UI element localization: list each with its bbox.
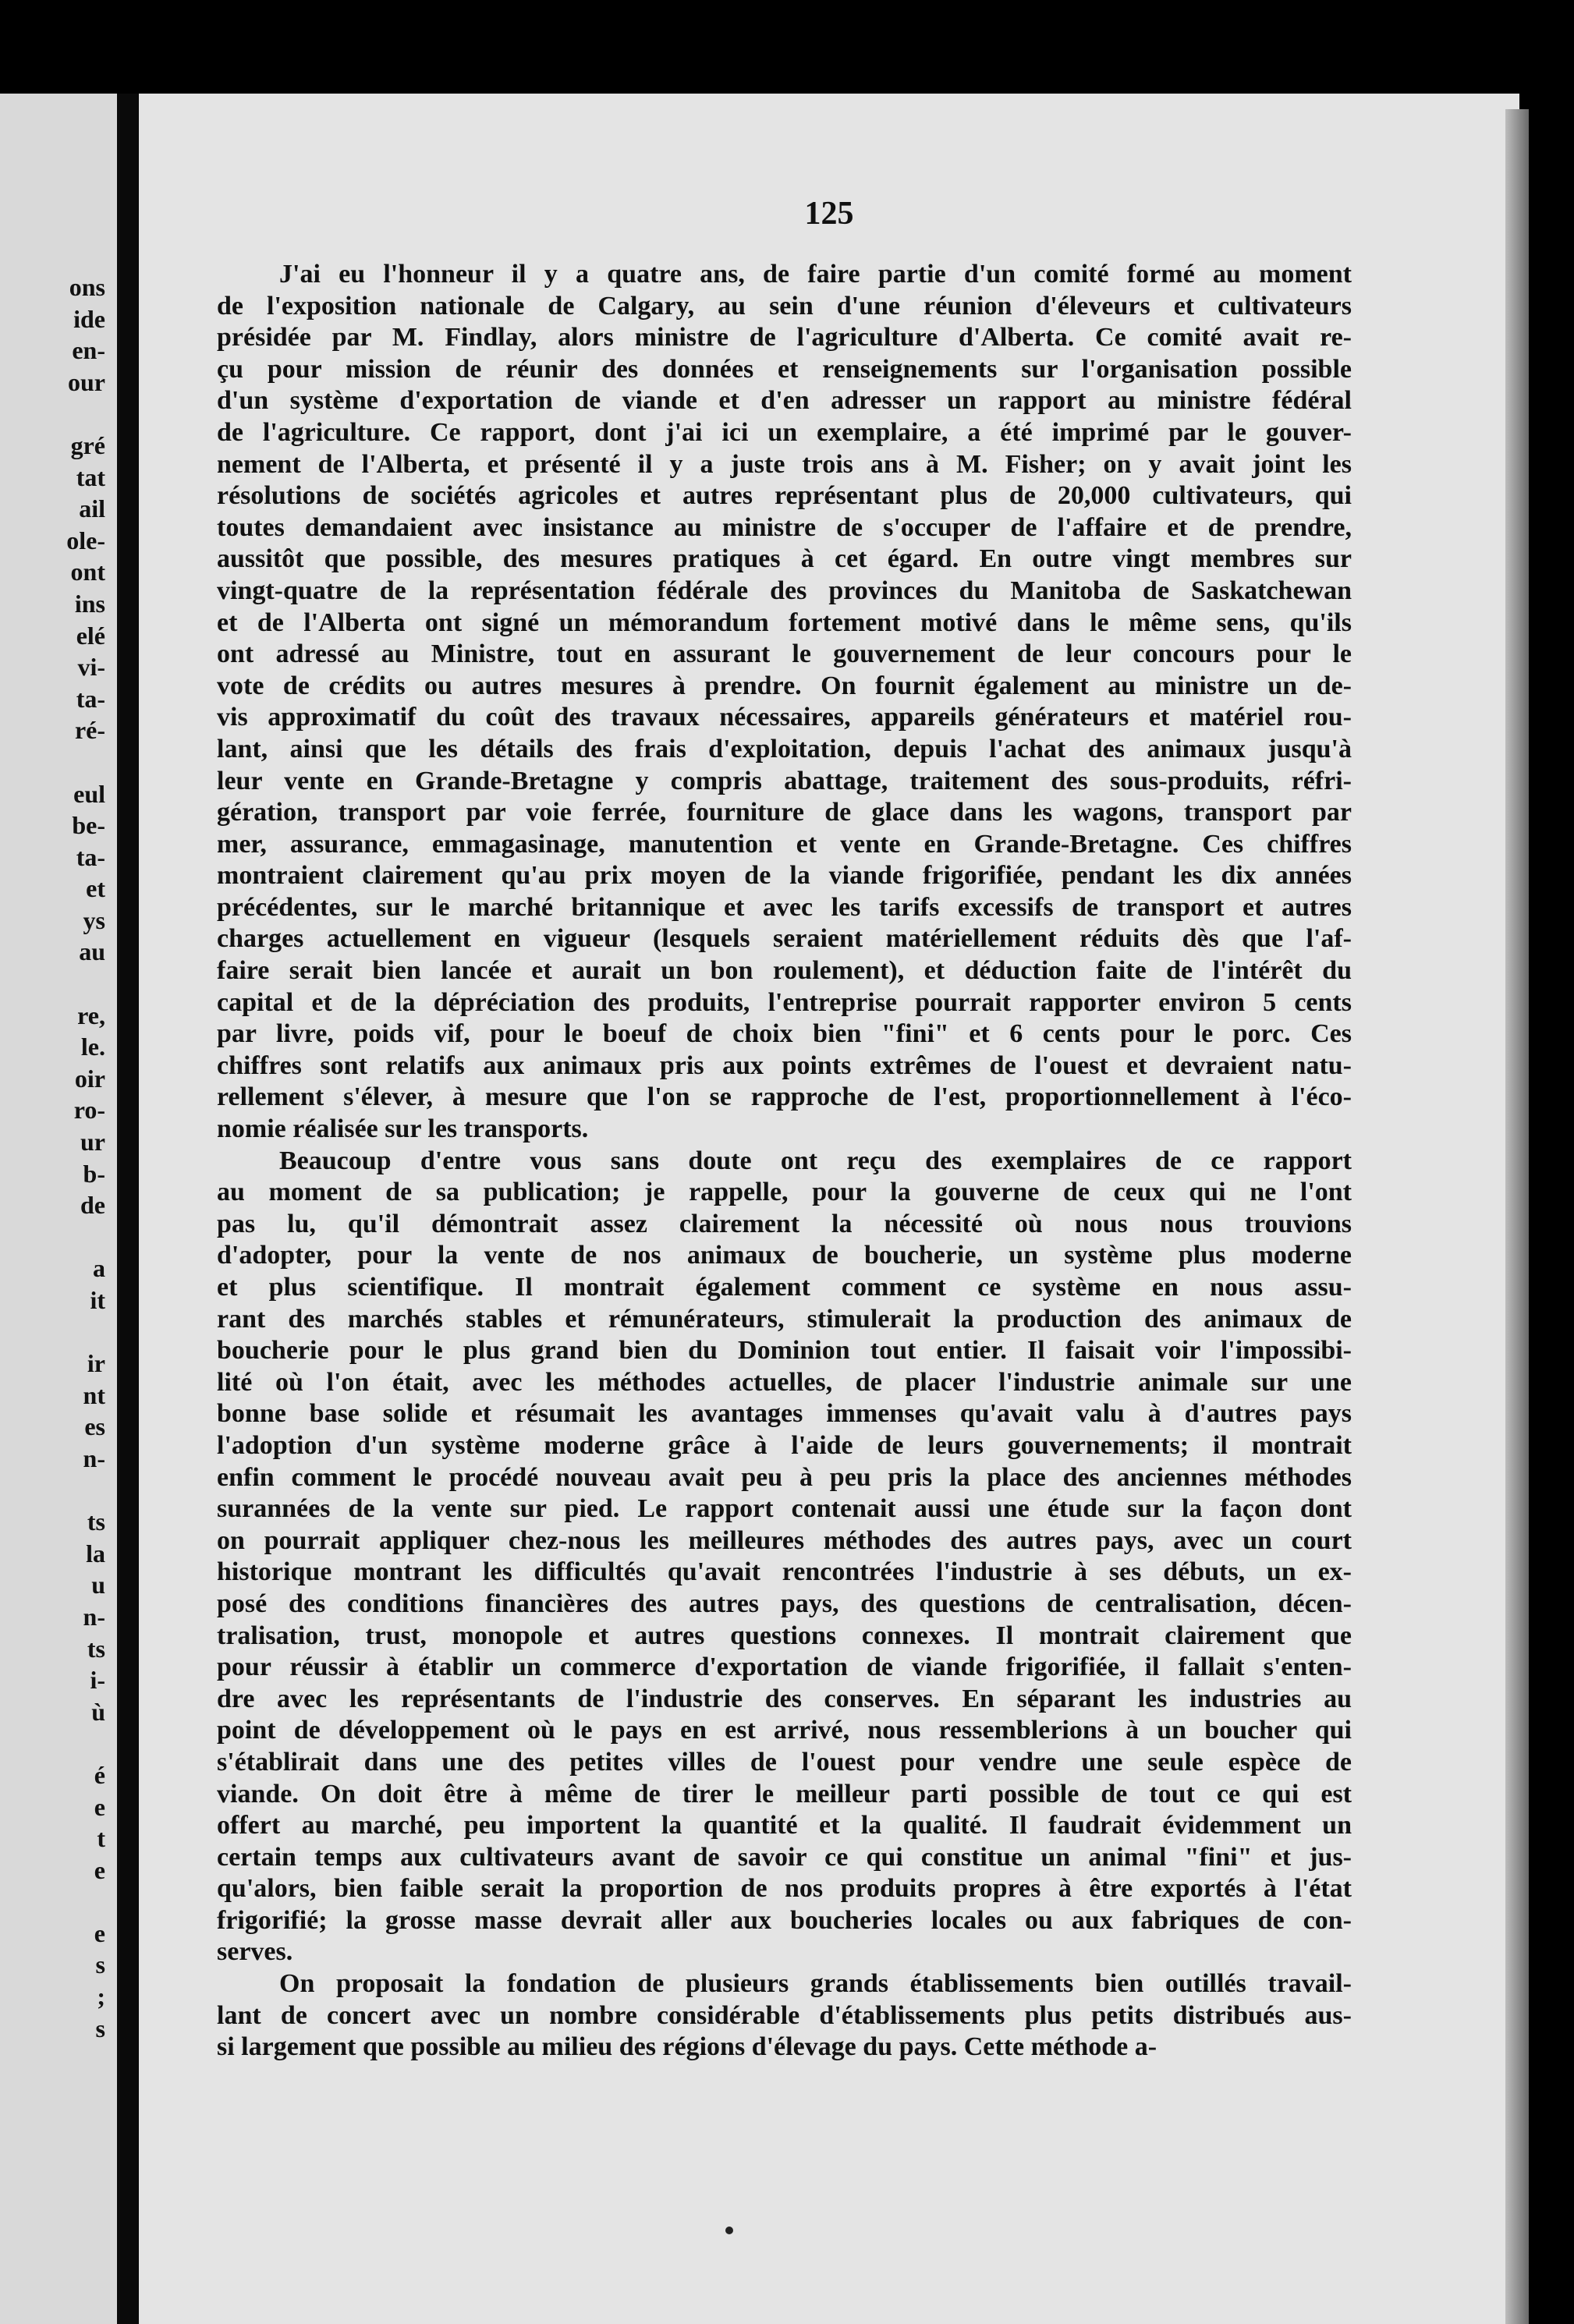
adjacent-page-fragment: n-: [83, 1444, 105, 1472]
text-line: On proposait la fondation de plusieurs grands établissements bien outillés travail-: [279, 1969, 1352, 1999]
adjacent-page-fragment: [0, 1475, 105, 1507]
adjacent-page-fragment: [0, 1316, 105, 1348]
adjacent-page-fragment: e: [94, 1918, 105, 1947]
text-line: l'adoption d'un système moderne grâce à l'aide de leurs gouvernements; il montrait: [217, 1430, 1352, 1460]
text-line: au moment de sa publication; je rappelle, pour la gouverne de ceux qui ne l'ont: [217, 1178, 1352, 1207]
text-line: faire serait bien lancée et aurait un bon roulement), et déduction faite de l'intérêt du: [217, 956, 1352, 986]
text-line: charges actuellement en vigueur (lesquels seraient matériellement réduits dès que l'af-: [217, 924, 1352, 954]
text-line: résolutions de sociétés agricoles et autres représentant plus de 20,000 cultivateurs, qui: [217, 481, 1352, 511]
text-line: enfin comment le procédé nouveau avait peu à peu pris la place des anciennes méthodes: [217, 1462, 1352, 1492]
adjacent-page-fragment: s: [95, 2014, 105, 2042]
page-number: 125: [804, 196, 854, 232]
adjacent-page-fragment: vi-: [77, 653, 105, 682]
book-page: [139, 94, 1519, 2324]
text-line: viande. On doit être à même de tirer le meilleur parti possible de tout ce qui est: [217, 1779, 1352, 1809]
text-line: rellement s'élever, à mesure que l'on se rapproche de l'est, proportionnellement à l'éco-: [217, 1082, 1352, 1112]
adjacent-page-fragment: et: [86, 874, 105, 903]
text-line: certain temps aux cultivateurs avant de savoir ce qui constitue un animal "fini" et jus-: [217, 1842, 1352, 1872]
adjacent-page-fragment: de: [80, 1191, 105, 1220]
adjacent-page-fragment: e: [94, 1855, 105, 1884]
text-line: on pourrait appliquer chez-nous les meilleures méthodes des autres pays, avec un court: [217, 1525, 1352, 1555]
text-line: çu pour mission de réunir des données et renseignements sur l'organisation possible: [217, 354, 1352, 384]
text-line: lité où l'on était, avec les méthodes actuelles, de placer l'industrie animale sur une: [217, 1367, 1352, 1397]
adjacent-page-fragment: our: [68, 367, 105, 396]
adjacent-page-fragment: [0, 746, 105, 778]
adjacent-page-fragment: en-: [72, 336, 105, 365]
text-line: J'ai eu l'honneur il y a quatre ans, de faire partie d'un comité formé au moment: [279, 260, 1352, 289]
adjacent-page-fragment: s: [95, 1950, 105, 1979]
adjacent-page-fragment: [0, 398, 105, 430]
adjacent-page-fragments: [0, 271, 105, 2044]
text-line: si largement que possible au milieu des régions d'élevage du pays. Cette méthode a-: [217, 2032, 1157, 2062]
text-line: serves.: [217, 1937, 293, 1967]
text-line: point de développement où le pays en est arrivé, nous ressemblerions à un boucher qui: [217, 1716, 1352, 1745]
adjacent-page-fragment: ons: [69, 273, 105, 301]
adjacent-page-fragment: eul: [73, 779, 105, 808]
adjacent-page-fragment: it: [90, 1286, 105, 1314]
adjacent-page-fragment: i-: [90, 1666, 105, 1695]
text-line: posé des conditions financières des autres pays, des questions de centralisation, décen-: [217, 1589, 1352, 1618]
text-line: nement de l'Alberta, et présenté il y a juste trois ans à M. Fisher; on y avait joint les: [217, 449, 1352, 479]
text-line: mer, assurance, emmagasinage, manutention et vente en Grande-Bretagne. Ces chiffres: [217, 829, 1352, 859]
text-line: pas lu, qu'il démontrait assez clairement la nécessité où nous nous trouvions: [217, 1209, 1352, 1238]
adjacent-page-fragment: ts: [87, 1507, 105, 1536]
adjacent-page-fragment: re,: [77, 1001, 105, 1029]
text-line: rant des marchés stables et rémunérateurs, stimulerait la production des animaux de: [217, 1304, 1352, 1334]
adjacent-page-fragment: e: [94, 1792, 105, 1821]
adjacent-page-fragment: ide: [73, 304, 105, 333]
adjacent-page-fragment: ts: [87, 1634, 105, 1663]
adjacent-page-fragment: ta-: [76, 684, 105, 713]
text-line: boucherie pour le plus grand bien du Dominion tout entier. Il faisait voir l'impossibi-: [217, 1336, 1352, 1366]
text-line: toutes demandaient avec insistance au ministre de s'occuper de l'affaire et de prendre,: [217, 512, 1352, 542]
text-line: précédentes, sur le marché britannique et avec les tarifs excessifs de transport et autres: [217, 892, 1352, 922]
adjacent-page-fragment: a: [93, 1254, 105, 1283]
text-line: pour réussir à établir un commerce d'exportation de viande frigorifiée, il fallait s'enten-: [217, 1653, 1352, 1682]
text-line: chiffres sont relatifs aux animaux pris aux points extrêmes de l'ouest et devraient natu-: [217, 1050, 1352, 1080]
text-line: dre avec les représentants de l'industrie des conserves. En séparant les industries au: [217, 1684, 1352, 1713]
adjacent-page-fragment: la: [86, 1539, 105, 1568]
text-line: surannées de la vente sur pied. Le rapport contenait aussi une étude sur la façon dont: [217, 1494, 1352, 1524]
text-line: lant, ainsi que les détails des frais d'exploitation, depuis l'achat des animaux jusqu'à: [217, 734, 1352, 763]
adjacent-page-fragment: t: [97, 1824, 105, 1853]
adjacent-page-fragment: ta-: [76, 842, 105, 871]
adjacent-page-fragment: ù: [91, 1697, 105, 1726]
adjacent-page-fragment: ur: [80, 1128, 105, 1157]
adjacent-page-fragment: oir: [74, 1064, 105, 1093]
text-line: nomie réalisée sur les transports.: [217, 1114, 589, 1144]
text-line: vote de crédits ou autres mesures à prendre. On fournit également au ministre un de-: [217, 671, 1352, 700]
text-line: vingt-quatre de la représentation fédérale des provinces du Manitoba de Saskatchewan: [217, 576, 1352, 605]
adjacent-page-fragment: au: [79, 937, 105, 966]
adjacent-page-fragment: ;: [97, 1982, 105, 2011]
text-line: offert au marché, peu importent la quantité et la qualité. Il faudrait évidemment un: [217, 1811, 1352, 1840]
adjacent-page-fragment: [0, 1727, 105, 1759]
adjacent-page-fragment: le.: [80, 1033, 105, 1061]
adjacent-page-fragment: ont: [70, 558, 105, 586]
text-line: et plus scientifique. Il montrait également comment ce système en nous assu-: [217, 1273, 1352, 1302]
text-line: montraient clairement qu'au prix moyen de la viande frigorifiée, pendant les dix années: [217, 861, 1352, 891]
page-edge-shadow: [1505, 109, 1529, 2324]
adjacent-page-fragment: [0, 968, 105, 1000]
paragraph: [217, 259, 1352, 1146]
adjacent-page-strip: [0, 94, 117, 2324]
adjacent-page-fragment: ir: [87, 1349, 105, 1378]
adjacent-page-fragment: ins: [74, 589, 105, 618]
text-line: lant de concert avec un nombre considérable d'établissements plus petits distribués aus-: [217, 2000, 1352, 2030]
adjacent-page-fragment: gré: [70, 430, 105, 459]
text-line: historique montrant les difficultés qu'avait rencontrées l'industrie à ses débuts, un ex-: [217, 1557, 1352, 1587]
paragraph: [217, 1968, 1352, 2064]
adjacent-page-fragment: ré-: [74, 716, 105, 745]
adjacent-page-fragment: tat: [76, 462, 105, 491]
text-line: qu'alors, bien faible serait la proportion de nos produits propres à être exportés à l'état: [217, 1874, 1352, 1904]
adjacent-page-fragment: [0, 1886, 105, 1918]
adjacent-page-fragment: n-: [83, 1602, 105, 1631]
text-line: frigorifié; la grosse masse devrait aller aux boucheries locales ou aux fabriques de con-: [217, 1905, 1352, 1935]
text-line: Beaucoup d'entre vous sans doute ont reçu des exemplaires de ce rapport: [279, 1146, 1352, 1175]
text-line: capital et de la dépréciation des produits, l'entreprise pourrait rapporter environ 5 cents: [217, 987, 1352, 1017]
adjacent-page-fragment: [0, 1221, 105, 1253]
text-line: par livre, poids vif, pour le boeuf de choix bien "fini" et 6 cents pour le porc. Ces: [217, 1019, 1352, 1049]
adjacent-page-fragment: es: [84, 1412, 105, 1441]
text-line: présidée par M. Findlay, alors ministre de l'agriculture d'Alberta. Ce comité avait re-: [217, 323, 1352, 352]
adjacent-page-fragment: ro-: [73, 1096, 105, 1125]
page-body: [217, 259, 1352, 2064]
text-line: bonne base solide et résumait les avantages immenses qu'avait valu à d'autres pays: [217, 1399, 1352, 1429]
book-gutter: [117, 94, 139, 2324]
text-line: de l'exposition nationale de Calgary, au sein d'une réunion d'éleveurs et cultivateurs: [217, 291, 1352, 321]
ink-speck: [725, 2227, 733, 2234]
adjacent-page-fragment: ail: [79, 494, 105, 523]
text-line: d'adopter, pour la vente de nos animaux de boucherie, un système plus moderne: [217, 1241, 1352, 1270]
text-line: vis approximatif du coût des travaux nécessaires, appareils générateurs et matériel rou-: [217, 703, 1352, 732]
paragraph: [217, 1146, 1352, 1968]
adjacent-page-fragment: b-: [83, 1159, 105, 1188]
adjacent-page-fragment: ole-: [66, 526, 105, 554]
text-line: gération, transport par voie ferrée, fourniture de glace dans les wagons, transport par: [217, 798, 1352, 827]
adjacent-page-fragment: elé: [76, 621, 105, 650]
text-line: aussitôt que possible, des mesures pratiques à cet égard. En outre vingt membres sur: [217, 544, 1352, 574]
adjacent-page-fragment: nt: [83, 1380, 105, 1409]
adjacent-page-fragment: be-: [72, 811, 105, 840]
adjacent-page-fragment: u: [91, 1571, 105, 1600]
adjacent-page-fragment: ys: [83, 905, 105, 934]
text-line: de l'agriculture. Ce rapport, dont j'ai ici un exemplaire, a été imprimé par le gouver-: [217, 417, 1352, 447]
text-line: leur vente en Grande-Bretagne y compris abattage, traitement des sous-produits, réfri-: [217, 766, 1352, 795]
text-line: et de l'Alberta ont signé un mémorandum fortement motivé dans le même sens, qu'ils: [217, 608, 1352, 637]
text-line: tralisation, trust, monopole et autres questions connexes. Il montrait clairement que: [217, 1621, 1352, 1650]
text-line: ont adressé au Ministre, tout en assurant le gouvernement de leur concours pour le: [217, 639, 1352, 669]
adjacent-page-fragment: é: [94, 1760, 105, 1789]
text-line: s'établirait dans une des petites villes de l'ouest pour vendre une seule espèce de: [217, 1747, 1352, 1777]
text-line: d'un système d'exportation de viande et d'en adresser un rapport au ministre fédéral: [217, 386, 1352, 416]
